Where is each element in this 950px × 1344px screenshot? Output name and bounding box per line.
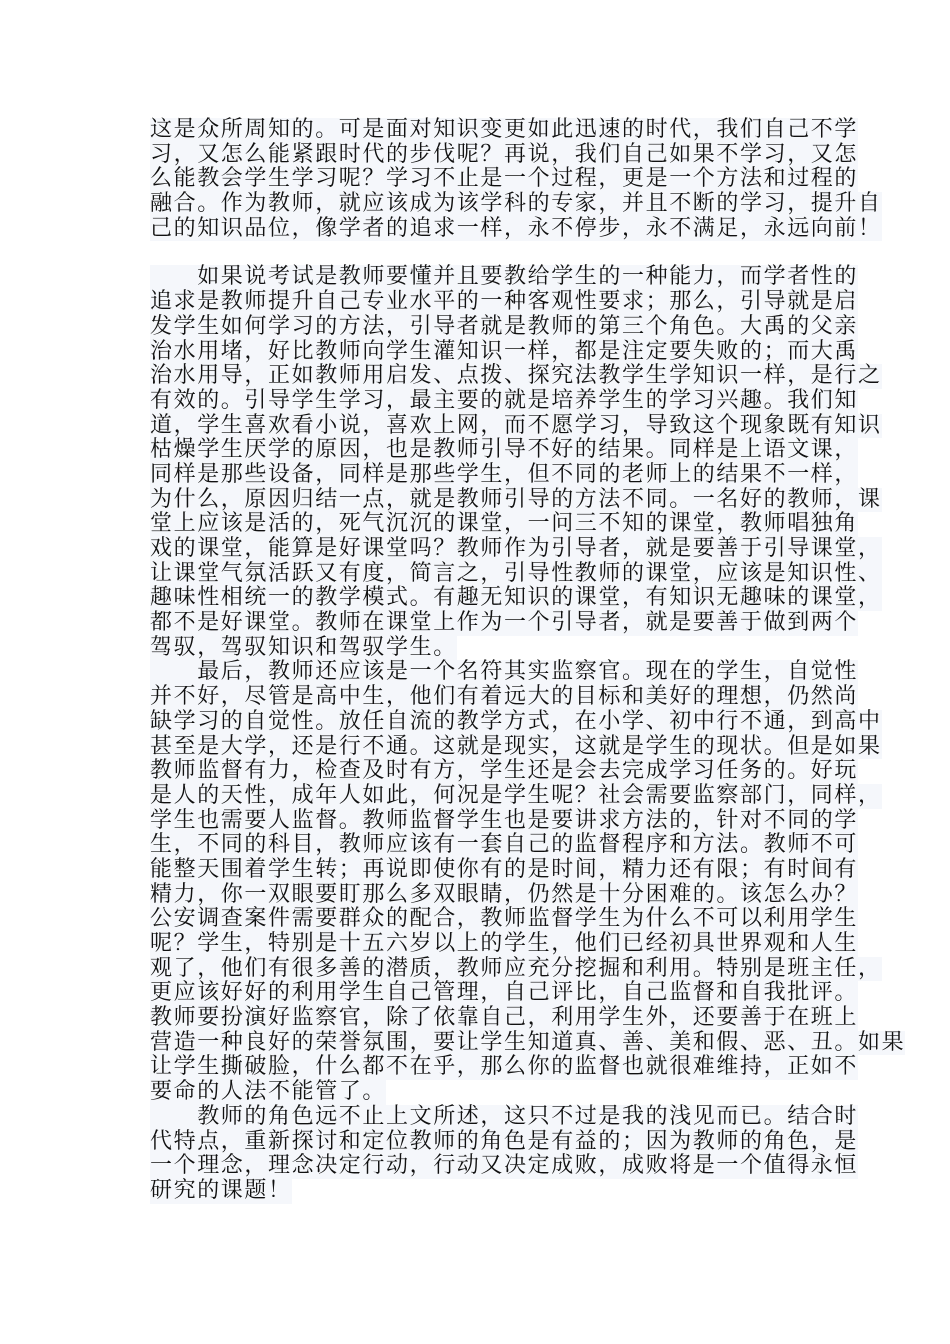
paragraph-4 (150, 1103, 859, 1204)
paragraph-2 (150, 264, 882, 660)
text-line: 枯燥学生厌学的原因，也是教师引导不好的结果。同样是上语文课， (150, 437, 859, 463)
text-line: 代特点，重新探讨和定位教师的角色是有益的；因为教师的角色，是 (150, 1128, 859, 1154)
text-line: 研究的课题！ (150, 1177, 292, 1203)
text-line: 精力，你一双眼要盯那么多双眼睛，仍然是十分困难的。该怎么办？ (150, 881, 859, 907)
text-line: 呢？学生，特别是十五六岁以上的学生，他们已经初具世界观和人生 (150, 931, 859, 956)
text-line: 这是众所周知的。可是面对知识变更如此迅速的时代，我们自己不学 (150, 117, 859, 142)
text-line: 习，又怎么能紧跟时代的步伐呢？再说，我们自己如果不学习，又怎 (150, 141, 859, 167)
paragraph-gap (150, 241, 830, 265)
text-line: 发学生如何学习的方法，引导者就是教师的第三个角色。大禹的父亲 (150, 313, 859, 339)
text-line: 教师监督有力，检查及时有方，学生还是会去完成学习任务的。好玩 (150, 758, 859, 784)
text-line: 追求是教师提升自己专业水平的一种客观性要求；那么，引导就是启 (150, 289, 859, 315)
text-line: 道，学生喜欢看小说，喜欢上网，而不愿学习，导致这个现象既有知识 (150, 412, 882, 438)
text-line: 么能教会学生学习呢？学习不止是一个过程，更是一个方法和过程的 (150, 166, 859, 192)
text-line: 教师要扮演好监察官，除了依靠自己，利用学生外，还要善于在班上 (150, 1005, 859, 1031)
text-line: 生，不同的科目，教师应该有一套自己的监督程序和方法。教师不可 (150, 832, 859, 858)
text-line: 驾驭，驾驭知识和驾驭学生。 (150, 634, 457, 660)
text-line: 公安调查案件需要群众的配合，教师监督学生为什么不可以利用学生 (150, 906, 859, 932)
text-line: 能整天围着学生转；再说即使你有的是时间，精力还有限；有时间有 (150, 856, 859, 882)
document-body (150, 117, 906, 1204)
text-line: 甚至是大学，还是行不通。这就是现实，这就是学生的现状。但是如果 (150, 733, 882, 759)
text-line: 为什么，原因归结一点，就是教师引导的方法不同。一名好的教师，课 (150, 486, 882, 512)
text-line: 趣味性相统一的教学模式。有趣无知识的课堂，有知识无趣味的课堂， (150, 585, 882, 611)
text-line: 同样是那些设备，同样是那些学生，但不同的老师上的结果不一样， (150, 461, 859, 487)
text-line: 缺学习的自觉性。放任自流的教学方式，在小学、初中行不通，到高中 (150, 708, 882, 734)
text-line: 堂上应该是活的，死气沉沉的课堂，一问三不知的课堂，教师唱独角 (150, 511, 859, 537)
text-line: 都不是好课堂。教师在课堂上作为一个引导者，就是要善于做到两个 (150, 610, 859, 636)
text-line: 戏的课堂，能算是好课堂吗？教师作为引导者，就是要善于引导课堂， (150, 536, 882, 561)
text-line: 学生也需要人监督。教师监督学生也是要讲求方法的，针对不同的学 (150, 807, 859, 833)
text-line: 治水用堵，好比教师向学生灌知识一样，都是注定要失败的；而大禹 (150, 338, 859, 364)
text-line: 并不好，尽管是高中生，他们有着远大的目标和美好的理想，仍然尚 (150, 684, 859, 710)
paragraph-1 (150, 117, 882, 241)
text-line: 让课堂气氛活跃又有度，简言之，引导性教师的课堂，应该是知识性、 (150, 560, 882, 586)
text-line: 营造一种良好的荣誉氛围，要让学生知道真、善、美和假、恶、丑。如果 (150, 1029, 906, 1055)
text-line: 有效的。引导学生学习，最主要的就是培养学生的学习兴趣。我们知 (150, 387, 859, 413)
text-line: 教师的角色远不止上文所述，这只不过是我的浅见而已。结合时 (150, 1103, 859, 1129)
text-line: 是人的天性，成年人如此，何况是学生呢？社会需要监察部门，同样， (150, 782, 882, 808)
text-line: 最后，教师还应该是一个名符其实监察官。现在的学生，自觉性 (150, 659, 859, 685)
text-line: 更应该好好的利用学生自己管理，自己评比，自己监督和自我批评。 (150, 980, 859, 1006)
text-line: 融合。作为教师，就应该成为该学科的专家，并且不断的学习，提升自 (150, 191, 882, 217)
text-line: 让学生撕破脸，什么都不在乎，那么你的监督也就很难维持，正如不 (150, 1054, 859, 1080)
text-line: 治水用导，正如教师用启发、点拨、探究法教学生学知识一样，是行之 (150, 363, 882, 389)
text-line: 观了，他们有很多善的潜质，教师应充分挖掘和利用。特别是班主任， (150, 955, 882, 981)
text-line: 如果说考试是教师要懂并且要教给学生的一种能力，而学者性的 (150, 264, 859, 290)
text-line: 己的知识品位，像学者的追求一样，永不停步，永不满足，永远向前！ (150, 215, 882, 241)
text-line: 一个理念，理念决定行动，行动又决定成败，成败将是一个值得永恒 (150, 1153, 859, 1179)
text-line: 要命的人法不能管了。 (150, 1079, 387, 1105)
paragraph-3 (150, 659, 906, 1105)
